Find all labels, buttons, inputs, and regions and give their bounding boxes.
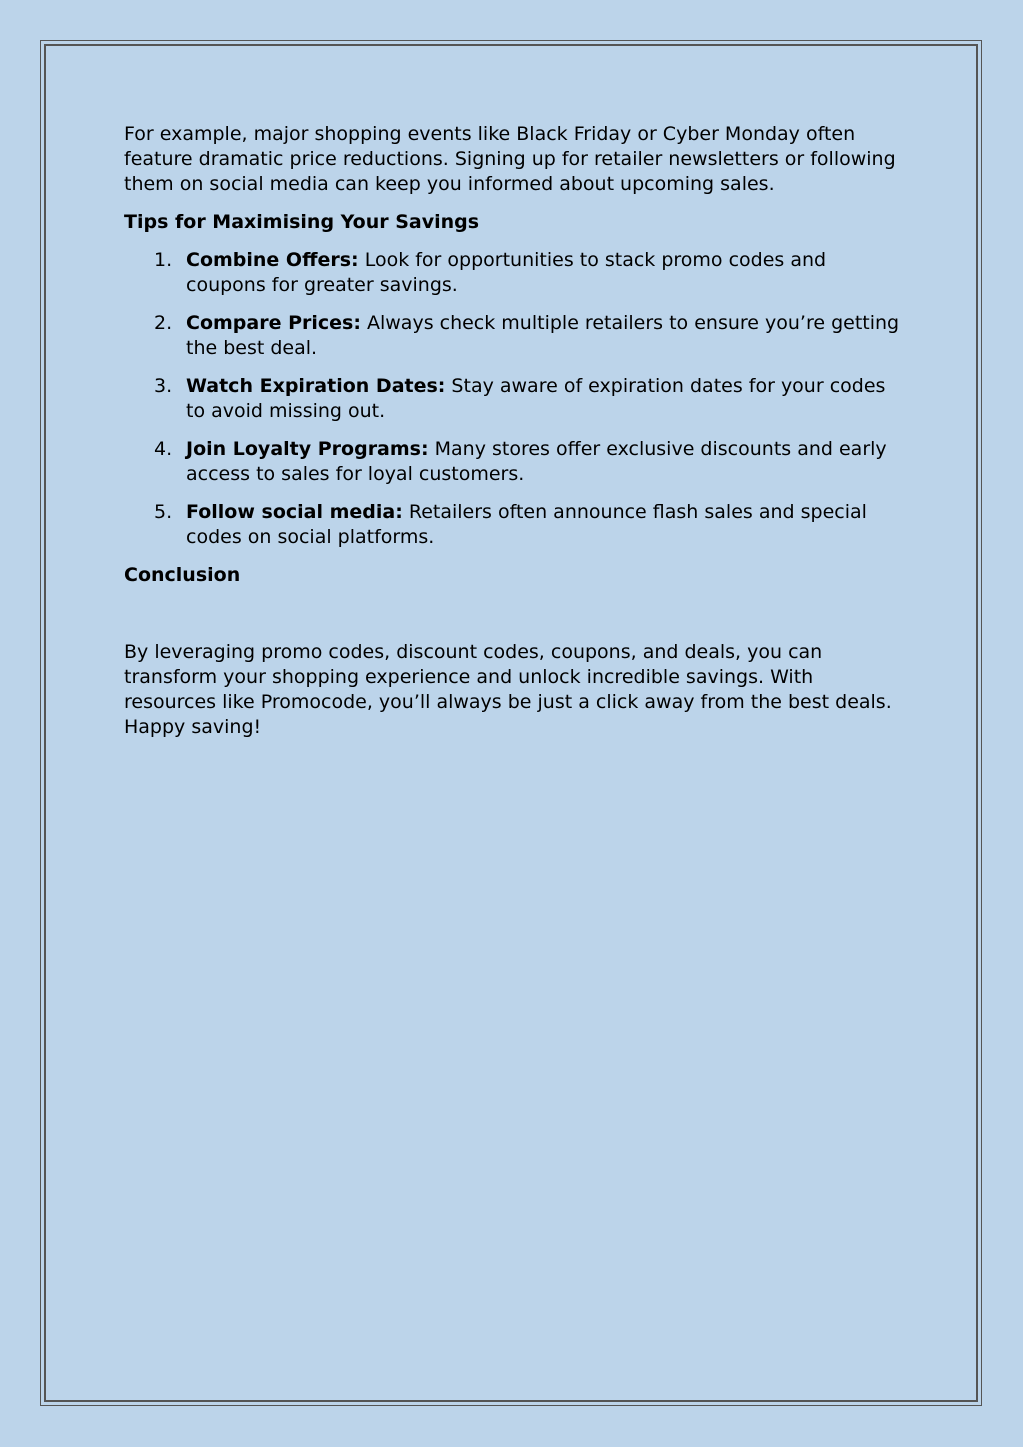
list-item-text: Always check multiple retailers to ensure you’re getting the best deal. xyxy=(186,312,900,359)
list-item-title: Compare Prices: xyxy=(186,312,361,334)
list-item-text: Many stores offer exclusive discounts and early access to sales for loyal customers. xyxy=(186,438,887,485)
conclusion-paragraph: By leveraging promo codes, discount codes, coupons, and deals, you can transform your shopping experience and unlock incredible savings. With resources like Promocode, you’ll always be just a click away from the best deals. Happy saving! xyxy=(124,641,892,738)
list-item-number: 1. xyxy=(154,249,173,271)
list-item-title: Combine Offers: xyxy=(186,249,359,271)
list-item-text: Look for opportunities to stack promo codes and coupons for greater savings. xyxy=(186,249,827,296)
list-item-title: Join Loyalty Programs: xyxy=(186,438,429,460)
tips-heading: Tips for Maximising Your Savings xyxy=(124,211,480,233)
list-item xyxy=(124,248,904,298)
conclusion-heading: Conclusion xyxy=(124,564,241,586)
intro-paragraph: For example, major shopping events like Black Friday or Cyber Monday often feature dramatic price reductions. Signing up for retailer newsletters or following them on social media can keep you informed about upcoming sales. xyxy=(124,123,896,195)
list-item-number: 4. xyxy=(154,438,173,460)
list-item xyxy=(124,374,904,424)
list-item-number: 5. xyxy=(154,501,173,523)
list-item xyxy=(124,311,904,361)
list-item-text: Stay aware of expiration dates for your codes to avoid missing out. xyxy=(186,375,886,422)
list-item xyxy=(124,500,904,550)
list-item-number: 3. xyxy=(154,375,173,397)
tips-list xyxy=(124,248,904,550)
document-body xyxy=(124,122,904,740)
list-item xyxy=(124,437,904,487)
list-item-number: 2. xyxy=(154,312,173,334)
list-item-text: Retailers often announce flash sales and special codes on social platforms. xyxy=(186,501,867,548)
list-item-title: Watch Expiration Dates: xyxy=(186,375,446,397)
list-item-title: Follow social media: xyxy=(186,501,403,523)
